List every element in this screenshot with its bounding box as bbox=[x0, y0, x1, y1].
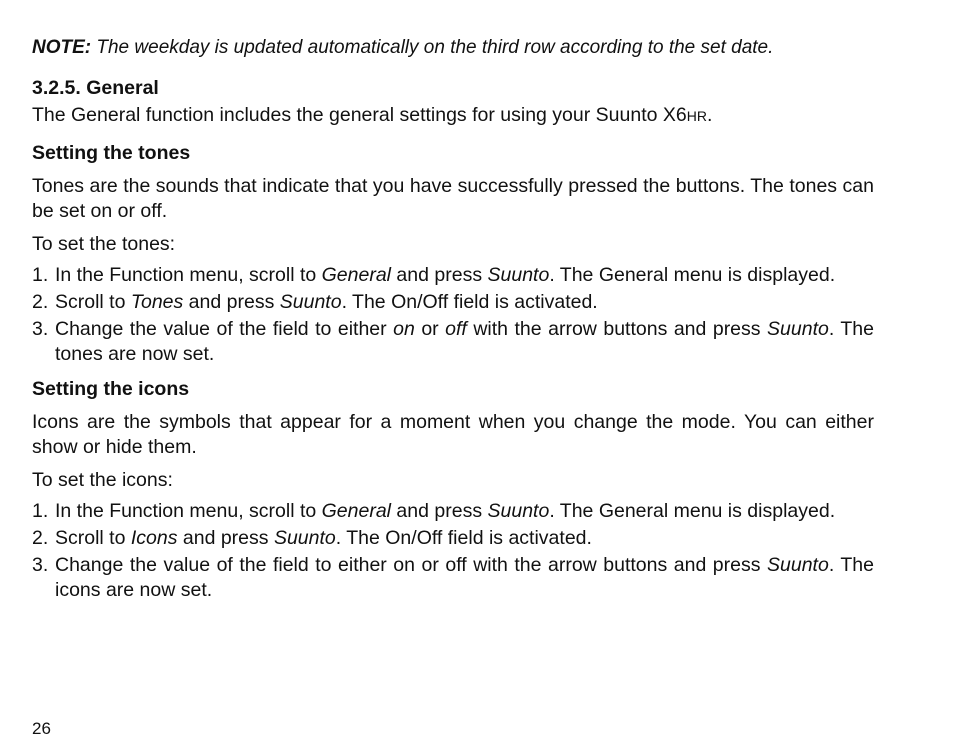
icons-description: Icons are the symbols that appear for a moment when you change the mode. You can either show or hide them. bbox=[32, 411, 874, 458]
step-text: . The tones are now set. bbox=[55, 318, 875, 365]
section-intro bbox=[32, 103, 874, 129]
step-text: . The General menu is displayed. bbox=[549, 264, 836, 286]
step-number: 1. bbox=[32, 500, 49, 522]
step-emphasis: General bbox=[321, 500, 392, 522]
icons-step-2 bbox=[32, 526, 874, 551]
step-number: 1. bbox=[32, 264, 49, 286]
step-emphasis: Suunto bbox=[279, 291, 342, 313]
step-text: and press bbox=[391, 500, 488, 522]
step-text: and press bbox=[391, 264, 488, 286]
section-heading: 3.2.5. General bbox=[32, 77, 159, 99]
tones-steps bbox=[32, 263, 874, 367]
note-text: The weekday is updated automatically on the third row according to the set date. bbox=[91, 37, 774, 58]
step-emphasis: Suunto bbox=[273, 527, 336, 549]
tones-description: Tones are the sounds that indicate that you have successfully pressed the buttons. The tones can be set on or off. bbox=[32, 175, 874, 222]
step-emphasis: Tones bbox=[130, 291, 184, 313]
step-text: and press bbox=[183, 291, 280, 313]
icons-steps bbox=[32, 499, 874, 603]
step-emphasis: General bbox=[321, 264, 392, 286]
step-text: In the Function menu, scroll to bbox=[55, 500, 322, 522]
step-text: Scroll to bbox=[55, 527, 131, 549]
step-text: and press bbox=[177, 527, 274, 549]
page-content bbox=[32, 36, 874, 603]
tones-lead: To set the tones: bbox=[32, 233, 176, 255]
step-text: or bbox=[414, 318, 446, 340]
icons-heading: Setting the icons bbox=[32, 378, 190, 400]
step-text: In the Function menu, scroll to bbox=[55, 264, 322, 286]
step-emphasis: Suunto bbox=[487, 264, 550, 286]
step-emphasis: off bbox=[445, 318, 467, 340]
step-number: 2. bbox=[32, 291, 49, 313]
tones-step-3 bbox=[32, 317, 874, 367]
icons-lead: To set the icons: bbox=[32, 469, 173, 491]
note-paragraph bbox=[32, 36, 874, 59]
step-text: . The icons are now set. bbox=[55, 554, 874, 601]
step-text: . The On/Off field is activated. bbox=[335, 527, 592, 549]
step-text: Change the value of the field to either bbox=[55, 318, 394, 340]
step-emphasis: on bbox=[393, 318, 415, 340]
tones-step-2 bbox=[32, 290, 874, 315]
icons-step-1 bbox=[32, 499, 874, 524]
intro-end: . bbox=[706, 104, 713, 126]
step-text: Scroll to bbox=[55, 291, 131, 313]
step-emphasis: Icons bbox=[130, 527, 178, 549]
step-emphasis: Suunto bbox=[487, 500, 550, 522]
tones-step-1 bbox=[32, 263, 874, 288]
step-text: . The On/Off field is activated. bbox=[341, 291, 598, 313]
step-number: 3. bbox=[32, 554, 49, 576]
intro-model-suffix: HR bbox=[686, 108, 707, 124]
step-emphasis: Suunto bbox=[767, 554, 829, 576]
step-number: 2. bbox=[32, 527, 49, 549]
step-emphasis: Suunto bbox=[767, 318, 829, 340]
step-text: . The General menu is displayed. bbox=[549, 500, 836, 522]
step-number: 3. bbox=[32, 318, 49, 340]
tones-heading: Setting the tones bbox=[32, 142, 191, 164]
step-text: with the arrow buttons and press bbox=[466, 318, 768, 340]
step-text: Change the value of the field to either on or off with the arrow buttons and press bbox=[55, 554, 767, 576]
intro-text: The General function includes the general settings for using your Suunto X6 bbox=[32, 104, 687, 126]
note-label: NOTE: bbox=[32, 37, 92, 58]
icons-step-3 bbox=[32, 553, 874, 603]
page-number: 26 bbox=[32, 719, 51, 738]
